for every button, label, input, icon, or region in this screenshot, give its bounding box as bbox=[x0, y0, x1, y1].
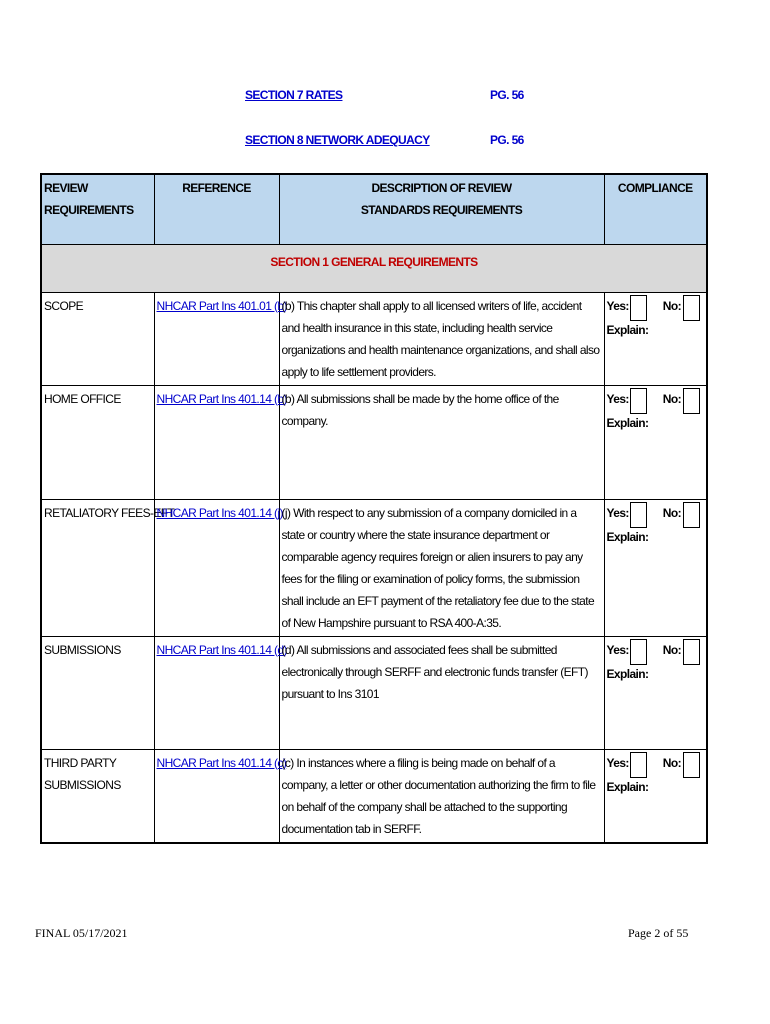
explain-label: Explain: bbox=[606, 529, 649, 544]
table-row bbox=[41, 749, 707, 843]
toc-link-section-8[interactable]: SECTION 8 NETWORK ADEQUACY bbox=[245, 133, 430, 147]
header-reference: REFERENCE bbox=[154, 174, 279, 244]
requirement-cell: SCOPE bbox=[41, 292, 154, 385]
explain-label: Explain: bbox=[606, 779, 649, 794]
requirement-cell: RETALIATORY FEES-EFT bbox=[41, 499, 154, 636]
reference-cell bbox=[154, 292, 287, 385]
yes-label: Yes: bbox=[606, 755, 629, 770]
requirement-cell: SUBMISSIONS bbox=[41, 636, 154, 749]
no-checkbox[interactable] bbox=[683, 639, 700, 665]
description-cell: (b) All submissions shall be made by the home office of the company. bbox=[279, 385, 604, 499]
compliance-cell bbox=[604, 385, 707, 499]
table-row bbox=[41, 636, 707, 749]
description-cell: (b) This chapter shall apply to all licensed writers of life, accident and health insurance in this state, including health service organizations and health maintenance organizations, and shall also apply to life settlement providers. bbox=[279, 292, 604, 385]
yes-label: Yes: bbox=[606, 391, 629, 406]
reference-link[interactable]: NHCAR Part Ins 401.14 (j) bbox=[156, 505, 283, 520]
header-review-requirements: REVIEW REQUIREMENTS bbox=[41, 174, 154, 244]
section-title: SECTION 1 GENERAL REQUIREMENTS bbox=[41, 244, 707, 292]
footer-date: FINAL 05/17/2021 bbox=[35, 926, 128, 940]
no-checkbox[interactable] bbox=[683, 388, 700, 414]
requirement-cell: HOME OFFICE bbox=[41, 385, 154, 499]
yes-checkbox[interactable] bbox=[630, 639, 647, 665]
explain-label: Explain: bbox=[606, 415, 649, 430]
reference-cell bbox=[154, 499, 283, 636]
toc-link-section-7[interactable]: SECTION 7 RATES bbox=[245, 88, 343, 102]
no-checkbox[interactable] bbox=[683, 295, 700, 321]
description-cell: (c) In instances where a filing is being made on behalf of a company, a letter or other documentation authorizing the firm to file on behalf of the company shall be attached to the supporting documentation tab in SERFF. bbox=[279, 749, 604, 843]
description-cell: (j) With respect to any submission of a company domiciled in a state or country where the state insurance department or comparable agency requires foreign or alien insurers to pay any fees for the filing or examination of policy forms, the submission shall include an EFT payment of the retaliatory fee due to the state of New Hampshire pursuant to RSA 400-A:35. bbox=[279, 499, 604, 636]
no-label: No: bbox=[662, 298, 681, 313]
yes-checkbox[interactable] bbox=[630, 388, 647, 414]
reference-link[interactable]: NHCAR Part Ins 401.14 (d) bbox=[156, 642, 287, 657]
no-label: No: bbox=[662, 755, 681, 770]
compliance-cell bbox=[604, 749, 707, 843]
yes-checkbox[interactable] bbox=[630, 295, 647, 321]
no-checkbox[interactable] bbox=[683, 752, 700, 778]
reference-cell bbox=[154, 636, 287, 749]
no-checkbox[interactable] bbox=[683, 502, 700, 528]
yes-label: Yes: bbox=[606, 505, 629, 520]
section-row bbox=[41, 244, 707, 292]
table-row bbox=[41, 385, 707, 499]
yes-label: Yes: bbox=[606, 298, 629, 313]
yes-label: Yes: bbox=[606, 642, 629, 657]
description-cell: (d) All submissions and associated fees shall be submitted electronically through SERFF and electronic funds transfer (EFT) pursuant to Ins 3101 bbox=[279, 636, 604, 749]
footer-page-number: Page 2 of 55 bbox=[628, 926, 689, 940]
table-header-row bbox=[41, 174, 707, 244]
explain-label: Explain: bbox=[606, 666, 649, 681]
requirement-cell: THIRD PARTY SUBMISSIONS bbox=[41, 749, 154, 843]
header-description: DESCRIPTION OF REVIEW STANDARDS REQUIREMENTS bbox=[279, 174, 604, 244]
toc-page-section-7: PG. 56 bbox=[490, 88, 524, 102]
requirements-table bbox=[40, 173, 708, 844]
compliance-cell bbox=[604, 499, 707, 636]
reference-link[interactable]: NHCAR Part Ins 401.01 (b) bbox=[156, 298, 287, 313]
yes-checkbox[interactable] bbox=[630, 502, 647, 528]
reference-link[interactable]: NHCAR Part Ins 401.14 (c) bbox=[156, 755, 287, 770]
table-row bbox=[41, 499, 707, 636]
table-row bbox=[41, 292, 707, 385]
no-label: No: bbox=[662, 391, 681, 406]
reference-link[interactable]: NHCAR Part Ins 401.14 (b) bbox=[156, 391, 287, 406]
no-label: No: bbox=[662, 642, 681, 657]
compliance-cell bbox=[604, 292, 707, 385]
yes-checkbox[interactable] bbox=[630, 752, 647, 778]
reference-cell bbox=[154, 749, 287, 843]
toc-page-section-8: PG. 56 bbox=[490, 133, 524, 147]
compliance-cell bbox=[604, 636, 707, 749]
header-compliance: COMPLIANCE bbox=[604, 174, 707, 244]
reference-cell bbox=[154, 385, 287, 499]
explain-label: Explain: bbox=[606, 322, 649, 337]
no-label: No: bbox=[662, 505, 681, 520]
